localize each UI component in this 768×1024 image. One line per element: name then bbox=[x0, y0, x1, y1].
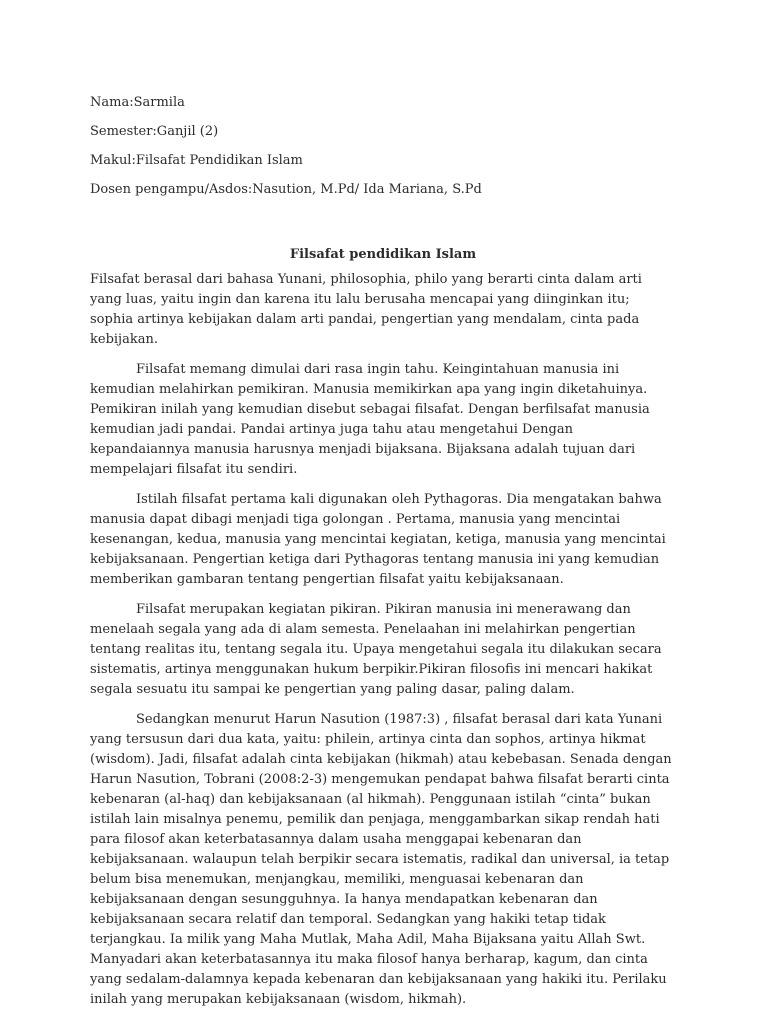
document-header bbox=[90, 93, 676, 200]
paragraph-4: Filsafat merupakan kegiatan pikiran. Pikiran manusia ini menerawang dan menelaah segala yang ada di alam semesta. Penelaahan ini melahirkan pengertian tentang realitas itu, tentang segala itu. Upaya mengetahui segala itu dilakukan secara sistematis, artinya menggunakan hukum berpikir.Pikiran filosofis ini mencari hakikat segala sesuatu itu sampai ke pengertian yang paling dasar, paling dalam. bbox=[90, 602, 662, 697]
course-line: Makul:Filsafat Pendidikan Islam bbox=[90, 153, 303, 168]
lecturer-line: Dosen pengampu/Asdos:Nasution, M.Pd/ Ida Mariana, S.Pd bbox=[90, 182, 482, 197]
paragraph-3: Istilah filsafat pertama kali digunakan oleh Pythagoras. Dia mengatakan bahwa manusia dapat dibagi menjadi tiga golongan . Pertama, manusia yang mencintai kesenangan, kedua, manusia yang mencintai kegiatan, ketiga, manusia yang mencintai kebijaksanaan. Pengertian ketiga dari Pythagoras tentang manusia ini yang kemudian memberikan gambaran tentang pengertian filsafat yaitu kebijaksanaan. bbox=[90, 492, 666, 587]
student-name: Nama:Sarmila bbox=[90, 95, 185, 110]
document-title: Filsafat pendidikan Islam bbox=[289, 247, 477, 262]
semester-line: Semester:Ganjil (2) bbox=[90, 124, 219, 139]
paragraph-5: Sedangkan menurut Harun Nasution (1987:3) , filsafat berasal dari kata Yunani yang tersusun dari dua kata, yaitu: philein, artinya cinta dan sophos, artinya hikmat (wisdom). Jadi, filsafat adalah cinta kebijakan (hikmah) atau kebebasan. Senada dengan Harun Nasution, Tobrani (2008:2-3) mengemukan pendapat bahwa filsafat berarti cinta kebenaran (al-haq) dan kebijaksanaan (al hikmah). Penggunaan istilah “cinta” bukan istilah lain misalnya penemu, pemilik dan penjaga, menggambarkan sikap rendah hati para filosof akan keterbatasannya dalam usaha menggapai kebenaran dan kebijaksanaan. walaupun telah berpikir secara istematis, radikal dan universal, ia tetap belum bisa menemukan, menjangkau, memiliki, menguasai kebenaran dan kebijaksanaan dengan sesungguhnya. Ia hanya mendapatkan kebenaran dan kebijaksanaan secara relatif dan temporal. Sedangkan yang hakiki tetap tidak terjangkau. Ia milik yang Maha Mutlak, Maha Adil, Maha Bijaksana yaitu Allah Swt. Manyadari akan keterbatasannya itu maka filosof hanya berharap, kagum, dan cinta yang sedalam-dalamnya kepada kebenaran dan kebijaksanaan yang hakiki itu. Perilaku inilah yang merupakan kebijaksanaan (wisdom, hikmah). bbox=[90, 712, 672, 1007]
paragraph-1: Filsafat berasal dari bahasa Yunani, philosophia, philo yang berarti cinta dalam arti yang luas, yaitu ingin dan karena itu lalu berusaha mencapai yang diinginkan itu; sophia artinya kebijakan dalam arti pandai, pengertian yang mendalam, cinta pada kebijakan. bbox=[90, 272, 642, 347]
document-page bbox=[90, 93, 676, 1020]
paragraph-2: Filsafat memang dimulai dari rasa ingin tahu. Keingintahuan manusia ini kemudian melahirkan pemikiran. Manusia memikirkan apa yang ingin diketahuinya. Pemikiran inilah yang kemudian disebut sebagai filsafat. Dengan berfilsafat manusia kemudian jadi pandai. Pandai artinya juga tahu atau mengetahui Dengan kepandaiannya manusia harusnya menjadi bijaksana. Bijaksana adalah tujuan dari mempelajari filsafat itu sendiri. bbox=[90, 362, 650, 477]
